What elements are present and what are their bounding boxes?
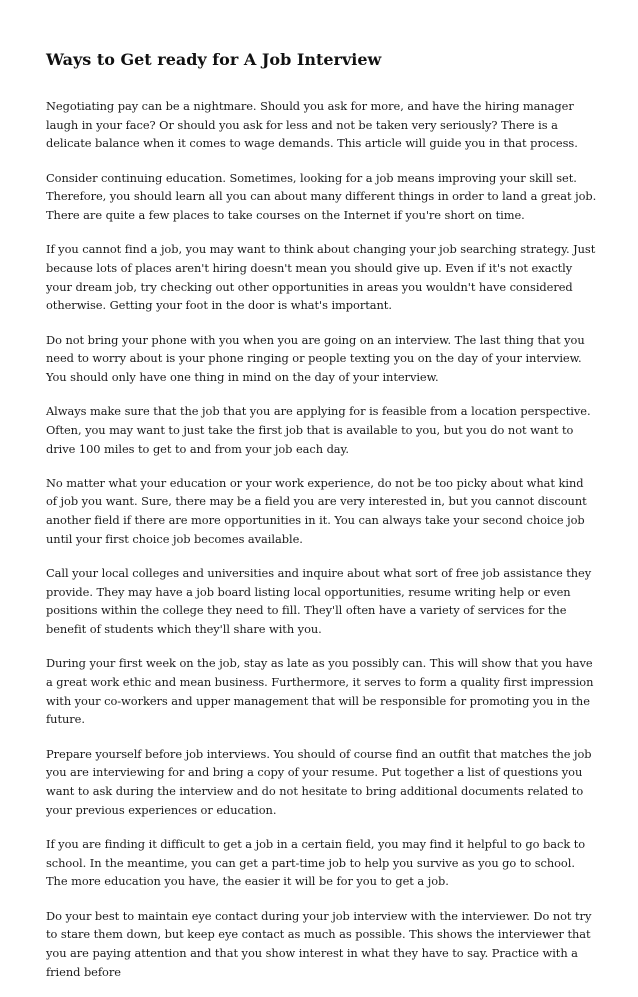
page-title: Ways to Get ready for A Job Interview <box>46 50 382 69</box>
paragraph: Consider continuing education. Sometimes, looking for a job means improving your skill set. Therefore, you should learn all you can about many different things in order to land a great job. There are quite a few places to take courses on the Internet if you're short on time. <box>46 170 597 223</box>
paragraph: If you are finding it difficult to get a job in a certain field, you may find it helpful to go back to school. In the meantime, you can get a part-time job to help you survive as you go to school. The more education you have, the easier it will be for you to get a job. <box>46 837 586 889</box>
paragraph: No matter what your education or your work experience, do not be too picky about what kind of job you want. Sure, there may be a field you are very interested in, but you cannot discount another field if there are more opportunities in it. You can always take your second choice job until your first choice job becomes available. <box>46 475 587 546</box>
paragraph: Always make sure that the job that you are applying for is feasible from a location perspective. Often, you may want to just take the first job that is available to you, but you do not want to drive 100 miles to get to and from your job each day. <box>46 404 591 456</box>
paragraph: During your first week on the job, stay as late as you possibly can. This will show that you have a great work ethic and mean business. Furthermore, it serves to form a quality first impression with your co-workers and upper management that will be responsible for promoting you in the future. <box>46 656 594 727</box>
document-page <box>46 50 598 997</box>
paragraph: Prepare yourself before job interviews. You should of course find an outfit that matches the job you are interviewing for and bring a copy of your resume. Put together a list of questions you want to ask during the interview and do not hesitate to bring additional documents related to your previous experiences or education. <box>46 746 592 817</box>
paragraph: If you cannot find a job, you may want to think about changing your job searching strategy. Just because lots of places aren't hiring doesn't mean you should give up. Even if it's not exactly your dream job, try checking out other opportunities in areas you wouldn't have considered otherwise. Getting your foot in the door is what's important. <box>46 242 596 313</box>
paragraph: Do not bring your phone with you when you are going on an interview. The last thing that you need to worry about is your phone ringing or people texting you on the day of your interview. You should only have one thing in mind on the day of your interview. <box>46 332 585 384</box>
paragraph: Do your best to maintain eye contact during your job interview with the interviewer. Do not try to stare them down, but keep eye contact as much as possible. This shows the interviewer that you are paying attention and that you show interest in what they have to say. Practice with a friend before <box>46 908 592 979</box>
paragraph: Negotiating pay can be a nightmare. Should you ask for more, and have the hiring manager laugh in your face? Or should you ask for less and not be taken very seriously? There is a delicate balance when it comes to wage demands. This article will guide you in that process. <box>46 99 578 151</box>
paragraph: Call your local colleges and universities and inquire about what sort of free job assistance they provide. They may have a job board listing local opportunities, resume writing help or even positions within the college they need to fill. They'll often have a variety of services for the benefit of students which they'll share with you. <box>46 566 592 637</box>
